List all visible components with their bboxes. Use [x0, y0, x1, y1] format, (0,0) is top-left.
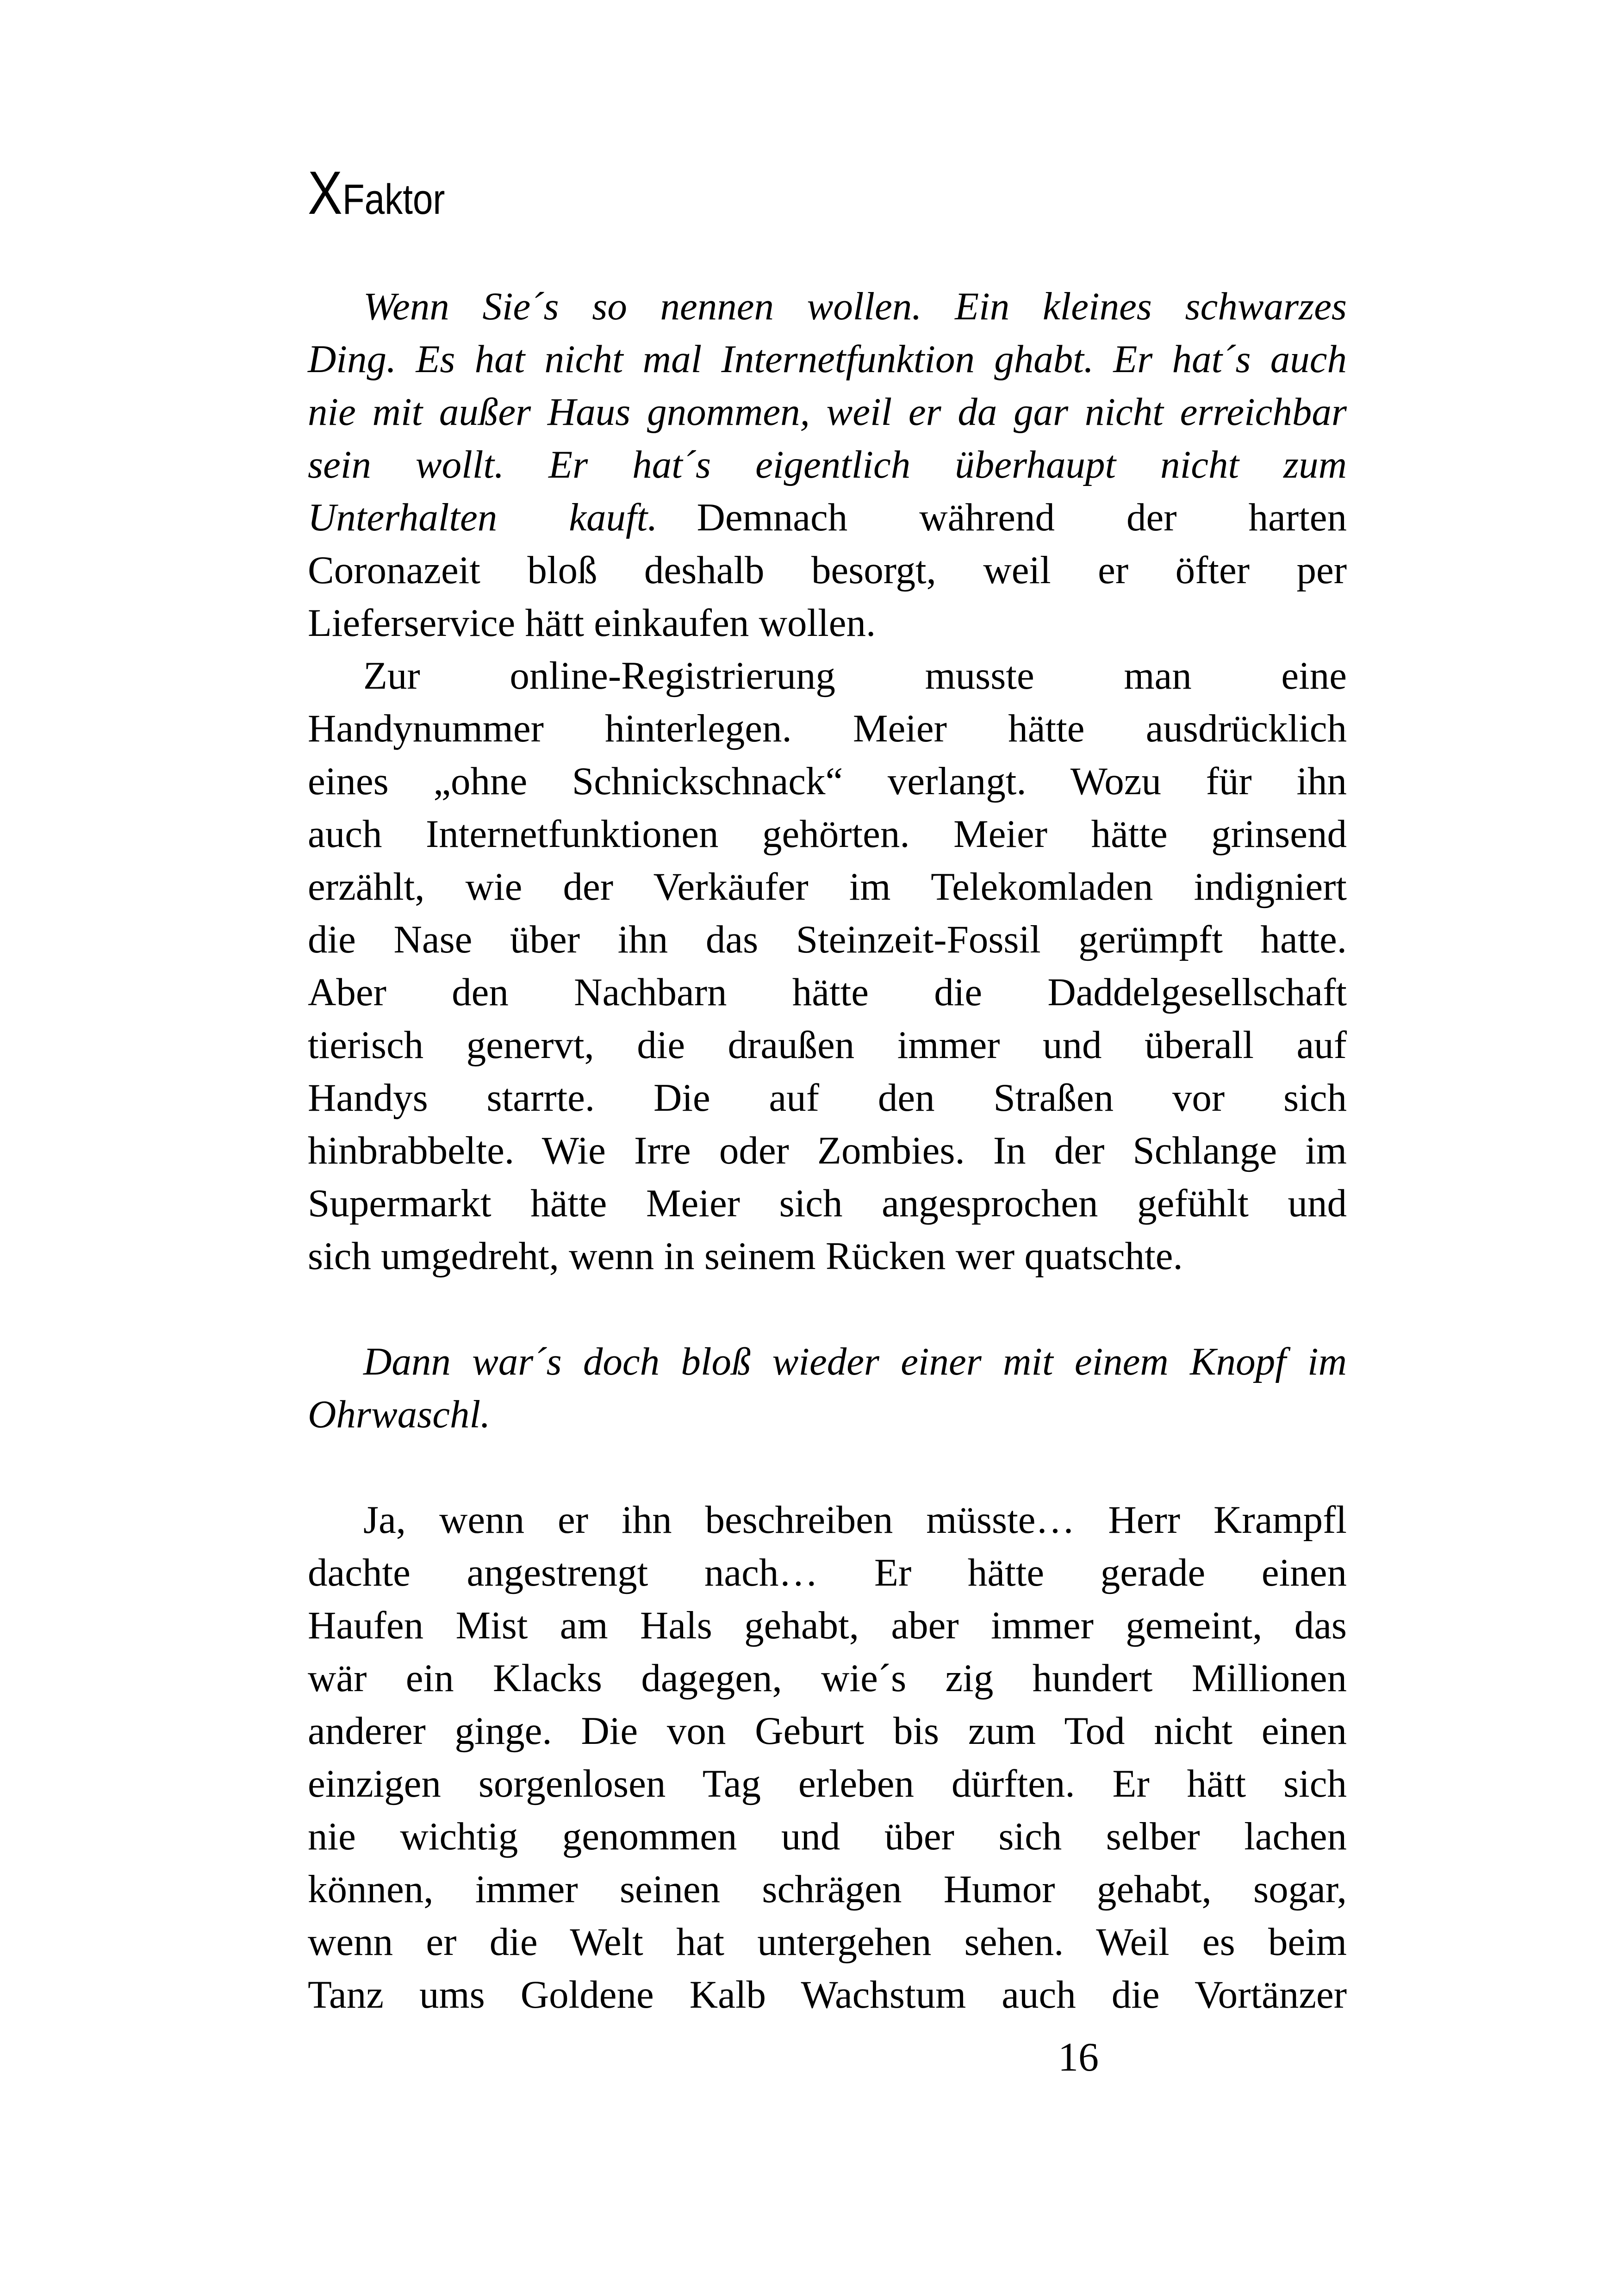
italic-text-segment: nie mit außer Haus gnommen, weil er da gar nicht erreichbar	[308, 390, 1347, 434]
page-header-text	[308, 159, 445, 242]
text-line	[308, 544, 1347, 597]
text-line	[308, 1230, 1347, 1282]
text-segment: Haufen Mist am Hals gehabt, aber immer gemeint, das	[308, 1604, 1347, 1647]
page-number: 16	[1058, 2035, 1099, 2080]
italic-text-segment: Ohrwaschl.	[308, 1393, 491, 1436]
text-segment: die Nase über ihn das Steinzeit-Fossil gerümpft hatte.	[308, 918, 1347, 961]
text-segment: können, immer seinen schrägen Humor gehabt, sogar,	[308, 1867, 1347, 1911]
text-line	[308, 1546, 1347, 1599]
text-segment: anderer ginge. Die von Geburt bis zum Tod nicht einen	[308, 1709, 1347, 1753]
text-line	[308, 860, 1347, 913]
text-segment: einzigen sorgenlosen Tag erleben dürften. Er hätt sich	[308, 1762, 1347, 1805]
italic-text-segment: Dann war´s doch bloß wieder einer mit einem Knopf im	[363, 1340, 1347, 1383]
text-line	[308, 966, 1347, 1019]
paragraph	[308, 649, 1347, 1282]
text-segment: Supermarkt hätte Meier sich angesprochen gefühlt und	[308, 1182, 1347, 1225]
text-segment: sich umgedreht, wenn in seinem Rücken wer quatschte.	[308, 1234, 1183, 1278]
italic-text-segment: Unterhalten kauft.	[308, 496, 658, 539]
text-segment: eines „ohne Schnickschnack“ verlangt. Wozu für ihn	[308, 759, 1347, 803]
paragraph	[308, 1493, 1347, 2021]
text-line	[308, 1916, 1347, 1968]
italic-text-segment: Ding. Es hat nicht mal Internetfunktion ghabt. Er hat´s auch	[308, 337, 1347, 381]
text-line	[308, 1810, 1347, 1863]
text-segment: Zur online-Registrierung musste man eine	[363, 654, 1347, 697]
text-segment: Coronazeit bloß deshalb besorgt, weil er öfter per	[308, 548, 1347, 592]
text-line	[308, 1071, 1347, 1124]
text-line	[308, 491, 1347, 544]
text-segment: Demnach während der harten	[657, 496, 1347, 539]
text-segment: auch Internetfunktionen gehörten. Meier hätte grinsend	[308, 812, 1347, 856]
text-line	[308, 1177, 1347, 1230]
text-line	[308, 1863, 1347, 1916]
page-header	[308, 159, 469, 227]
text-segment: wenn er die Welt hat untergehen sehen. Weil es beim	[308, 1920, 1347, 1964]
text-line	[308, 597, 1347, 649]
italic-text-segment: sein wollt. Er hat´s eigentlich überhaupt nicht zum	[308, 443, 1347, 486]
text-line	[308, 386, 1347, 438]
text-segment: Ja, wenn er ihn beschreiben müsste… Herr Krampfl	[363, 1498, 1347, 1542]
text-line	[308, 438, 1347, 491]
text-line	[308, 1757, 1347, 1810]
text-line	[308, 1335, 1347, 1388]
text-segment: wär ein Klacks dagegen, wie´s zig hundert Millionen	[308, 1656, 1347, 1700]
body-text	[308, 280, 1347, 2021]
header-x-letter: X	[308, 159, 342, 227]
text-segment: erzählt, wie der Verkäufer im Telekomladen indigniert	[308, 865, 1347, 908]
text-segment: nie wichtig genommen und über sich selber lachen	[308, 1815, 1347, 1858]
text-line	[308, 1652, 1347, 1705]
text-line	[308, 649, 1347, 702]
text-segment: Aber den Nachbarn hätte die Daddelgesellschaft	[308, 971, 1347, 1014]
text-line	[308, 808, 1347, 860]
text-segment: tierisch genervt, die draußen immer und überall auf	[308, 1023, 1347, 1067]
paragraph	[308, 1335, 1347, 1441]
text-segment: hinbrabbelte. Wie Irre oder Zombies. In der Schlange im	[308, 1129, 1347, 1172]
paragraph	[308, 280, 1347, 649]
text-segment: Handynummer hinterlegen. Meier hätte ausdrücklich	[308, 707, 1347, 750]
text-line	[308, 280, 1347, 333]
text-line	[308, 1968, 1347, 2021]
text-line	[308, 1388, 1347, 1441]
text-segment: Handys starrte. Die auf den Straßen vor sich	[308, 1076, 1347, 1120]
text-line	[308, 1019, 1347, 1071]
text-line	[308, 1493, 1347, 1546]
text-line	[308, 702, 1347, 755]
text-line	[308, 1705, 1347, 1757]
text-line	[308, 1599, 1347, 1652]
header-title: Faktor	[342, 176, 445, 223]
text-line	[308, 913, 1347, 966]
text-segment: dachte angestrengt nach… Er hätte gerade einen	[308, 1551, 1347, 1594]
italic-text-segment: Wenn Sie´s so nennen wollen. Ein kleines schwarzes	[363, 285, 1347, 328]
text-line	[308, 755, 1347, 808]
text-line	[308, 1124, 1347, 1177]
text-segment: Lieferservice hätt einkaufen wollen.	[308, 601, 876, 645]
text-line	[308, 333, 1347, 386]
text-segment: Tanz ums Goldene Kalb Wachstum auch die Vortänzer	[308, 1973, 1347, 2016]
